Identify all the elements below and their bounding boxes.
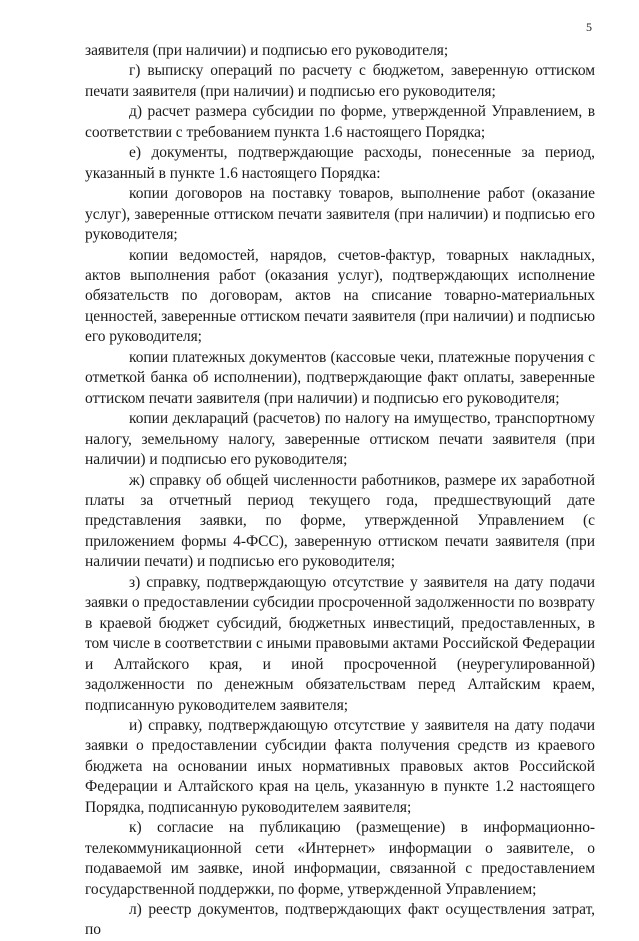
paragraph-continuation: заявителя (при наличии) и подписью его руководителя; — [85, 42, 449, 59]
paragraph-payments: копии платежных документов (кассовые чеки, платежные поручения с отметкой банка об исполнении), подтверждающие факт оплаты, заверенные оттиском печати заявителя (при наличии) и подписью его руководителя; — [85, 348, 595, 407]
paragraph-item-l: л) реестр документов, подтверждающих факт осуществления затрат, по — [85, 901, 595, 939]
paragraph-item-i: и) справку, подтверждающую отсутствие у заявителя на дату подачи заявки о предоставлении субсидии факта получения средств из краевого бюджета на основании иных нормативных правовых актов Российской Федерации и Алтайского края на цель, указанную в пункте 1.2 настоящего Порядка, подписанную руководителем заявителя; — [85, 716, 595, 816]
document-body — [85, 41, 595, 941]
paragraph-item-z: з) справку, подтверждающую отсутствие у заявителя на дату подачи заявки о предоставлении субсидии просроченной задолженности по возврату в краевой бюджет субсидий, бюджетных инвестиций, предоставленных, в том числе в соответствии с иными правовыми актами Российской Федерации и Алтайского края, и иной просроченной (неурегулированной) задолженности по денежным обязательствам перед Алтайским краем, подписанную руководителем заявителя; — [85, 573, 595, 714]
paragraph-item-k: к) согласие на публикацию (размещение) в информационно-телекоммуникационной сети «Интернет» информации о заявителе, о подаваемой им заявке, иной информации, связанной с предоставлением государственной поддержки, по форме, утвержденной Управлением; — [85, 819, 595, 898]
paragraph-item-d: д) расчет размера субсидии по форме, утвержденной Управлением, в соответствии с требованием пункта 1.6 настоящего Порядка; — [85, 103, 595, 141]
paragraph-item-zh: ж) справку об общей численности работников, размере их заработной платы за отчетный период текущего года, предшествующий дате представления заявки, по форме, утвержденной Управлением (с приложением формы 4-ФСС), заверенную оттиском печати заявителя (при наличии печати) и подписью его руководителя; — [85, 471, 595, 571]
paragraph-contracts: копии договоров на поставку товаров, выполнение работ (оказание услуг), заверенные оттиском печати заявителя (при наличии) и подписью его руководителя; — [85, 185, 595, 244]
paragraph-statements: копии ведомостей, нарядов, счетов-фактур, товарных накладных, актов выполнения работ (оказания услуг), подтверждающих исполнение обязательств по договорам, актов на списание товарно-материальных ценностей, заверенные оттиском печати заявителя (при наличии) и подписью его руководителя; — [85, 246, 595, 346]
paragraph-declarations: копии деклараций (расчетов) по налогу на имущество, транспортному налогу, земельному налогу, заверенные оттиском печати заявителя (при наличии) и подписью его руководителя; — [85, 410, 595, 469]
paragraph-item-e: е) документы, подтверждающие расходы, понесенные за период, указанный в пункте 1.6 настоящего Порядка: — [85, 144, 595, 182]
page-number: 5 — [586, 20, 592, 34]
paragraph-item-g: г) выписку операций по расчету с бюджетом, заверенную оттиском печати заявителя (при наличии) и подписью его руководителя; — [85, 62, 595, 100]
